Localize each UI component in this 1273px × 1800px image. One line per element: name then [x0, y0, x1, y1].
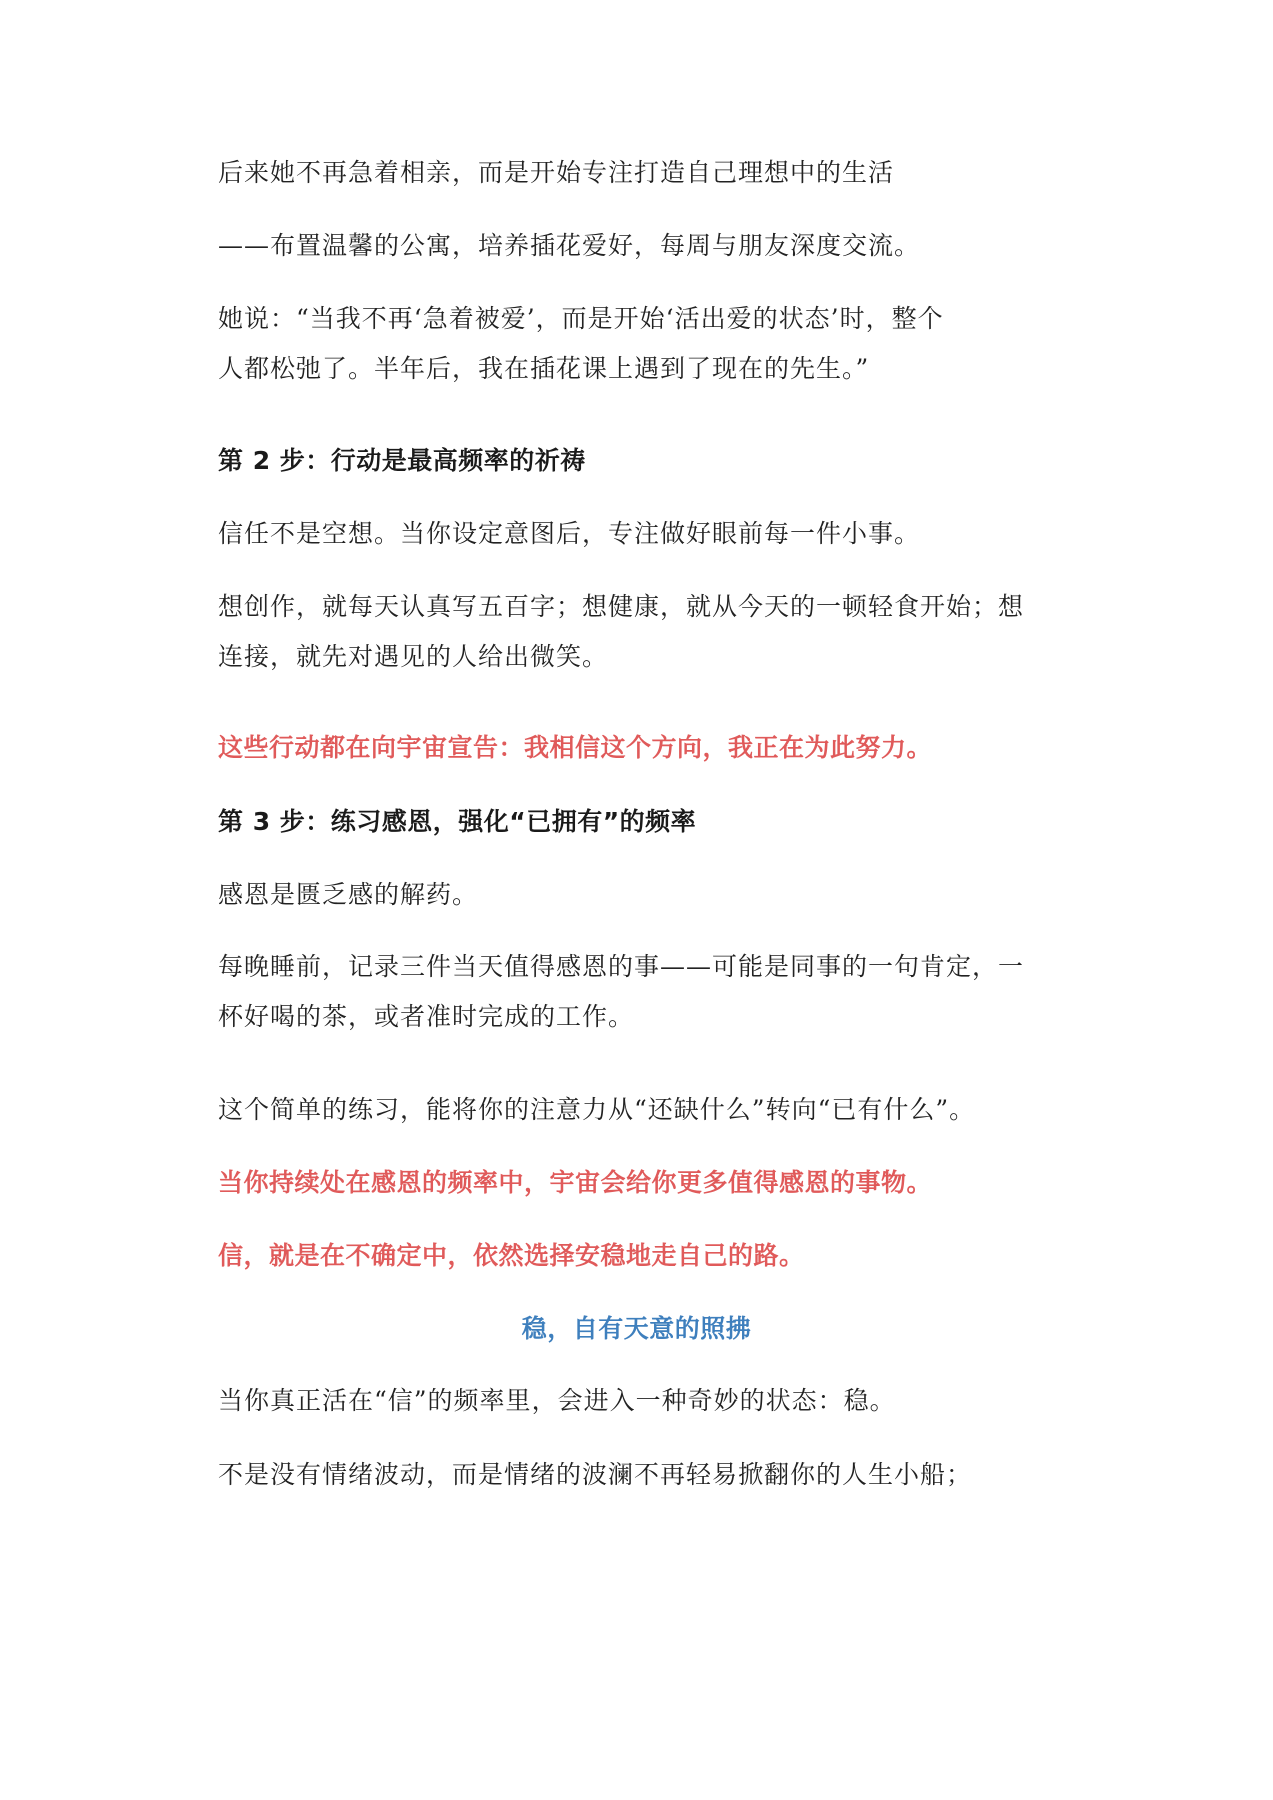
- text-line: 感恩是匮乏感的解药。: [218, 880, 479, 909]
- text-line: 信任不是空想。当你设定意图后，专注做好眼前每一件小事。: [218, 519, 921, 548]
- text-line: 杯好喝的茶，或者准时完成的工作。: [218, 1002, 635, 1031]
- paragraph-9: [218, 1376, 1058, 1426]
- paragraph-10: [218, 1450, 1058, 1500]
- text-line: ——布置温馨的公寓，培养插花爱好，每周与朋友深度交流。: [218, 231, 921, 260]
- text-line: 连接，就先对遇见的人给出微笑。: [218, 642, 609, 671]
- text-line: 这个简单的练习，能将你的注意力从“还缺什么”转向“已有什么”。: [218, 1095, 976, 1124]
- text-line: 后来她不再急着相亲，而是开始专注打造自己理想中的生活: [218, 158, 895, 187]
- heading-text: 第 2 步：行动是最高频率的祈祷: [218, 446, 586, 475]
- paragraph-1: [218, 148, 1058, 198]
- heading-text: 第 3 步：练习感恩，强化“已拥有”的频率: [218, 807, 697, 836]
- text-line: 不是没有情绪波动，而是情绪的波澜不再轻易掀翻你的人生小船；: [218, 1460, 973, 1489]
- paragraph-4: [218, 509, 1058, 559]
- paragraph-6: [218, 870, 1058, 920]
- paragraph-5: [218, 582, 1058, 682]
- text-line: 每晚睡前，记录三件当天值得感恩的事——可能是同事的一句肯定，一: [218, 952, 1025, 981]
- section-heading-text: 稳，自有天意的照拂: [521, 1314, 752, 1343]
- section-heading: [0, 1304, 1273, 1354]
- paragraph-8: [218, 1085, 1058, 1135]
- text-line: 人都松弛了。半年后，我在插花课上遇到了现在的先生。”: [218, 354, 870, 383]
- highlight-text: 这些行动都在向宇宙宣告：我相信这个方向，我正在为此努力。: [218, 733, 933, 762]
- step-3-heading: [218, 797, 1058, 847]
- text-line: 想创作，就每天认真写五百字；想健康，就从今天的一顿轻食开始；想: [218, 592, 1025, 621]
- paragraph-2: [218, 221, 1058, 271]
- highlight-red-2: [218, 1158, 1058, 1208]
- step-2-heading: [218, 436, 1058, 486]
- text-line: 当你真正活在“信”的频率里，会进入一种奇妙的状态：稳。: [218, 1386, 896, 1415]
- text-line: 她说：“当我不再‘急着被爱’，而是开始‘活出爱的状态’时，整个: [218, 304, 944, 333]
- highlight-text: 信，就是在不确定中，依然选择安稳地走自己的路。: [218, 1241, 805, 1270]
- highlight-red-3: [218, 1231, 1058, 1281]
- highlight-red-1: [218, 723, 1058, 773]
- paragraph-7: [218, 942, 1058, 1042]
- highlight-text: 当你持续处在感恩的频率中，宇宙会给你更多值得感恩的事物。: [218, 1168, 933, 1197]
- paragraph-3-quote: [218, 294, 1058, 394]
